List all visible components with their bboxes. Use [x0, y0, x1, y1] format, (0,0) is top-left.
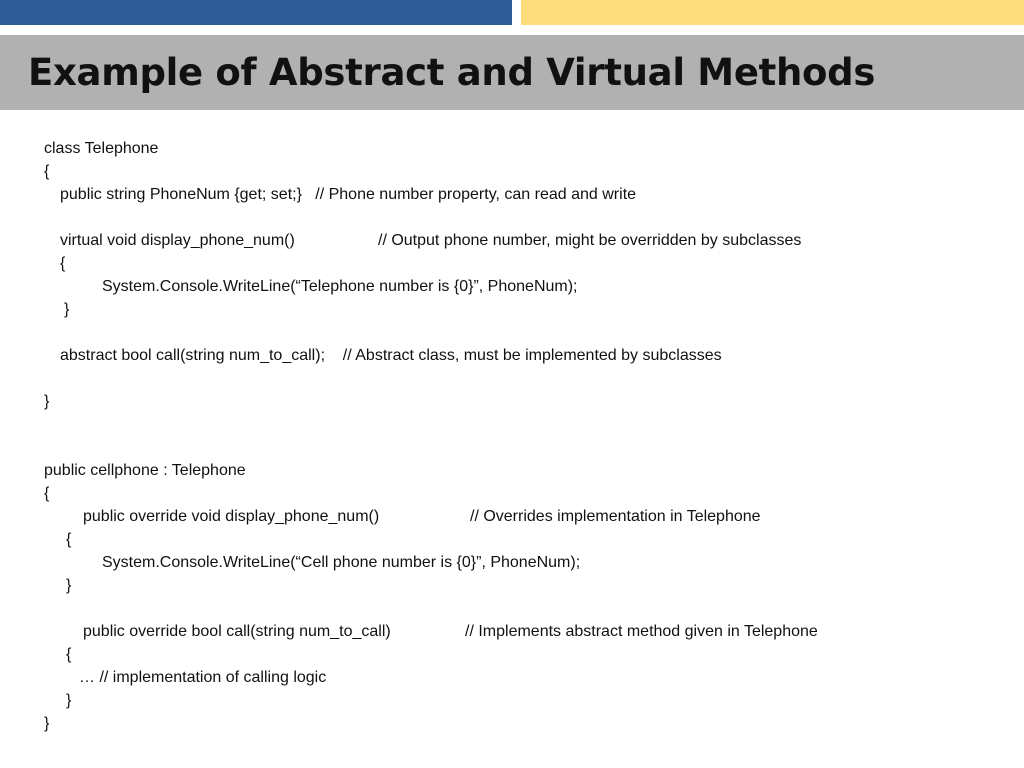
code-line: public override bool call(string num_to_call) [83, 623, 391, 640]
code-line: public cellphone : Telephone [44, 462, 246, 479]
code-line: { [60, 255, 66, 272]
code-comment: // Output phone number, might be overridden by subclasses [378, 232, 802, 249]
top-accent-bar-blue [0, 0, 512, 25]
code-line: { [66, 646, 72, 663]
slide-title: Example of Abstract and Virtual Methods [28, 51, 876, 94]
code-line: } [44, 715, 50, 732]
code-line: abstract bool call(string num_to_call); // Abstract class, must be implemented by subclasses [60, 347, 722, 364]
code-line: … // implementation of calling logic [79, 669, 327, 686]
code-comment: // Overrides implementation in Telephone [470, 508, 761, 525]
top-accent-bar-yellow [521, 0, 1024, 25]
code-line: } [44, 393, 50, 410]
code-line: } [64, 301, 70, 318]
code-line: class Telephone [44, 140, 159, 157]
code-line: public string PhoneNum {get; set;} // Phone number property, can read and write [60, 186, 637, 203]
code-line: virtual void display_phone_num() [60, 232, 295, 249]
code-line: } [66, 692, 72, 709]
code-line: System.Console.WriteLine(“Telephone number is {0}”, PhoneNum); [102, 278, 578, 295]
code-line: { [66, 531, 72, 548]
code-line: { [44, 485, 50, 502]
code-comment: // Implements abstract method given in Telephone [465, 623, 818, 640]
code-line: } [66, 577, 72, 594]
code-line: System.Console.WriteLine(“Cell phone number is {0}”, PhoneNum); [102, 554, 581, 571]
code-line: public override void display_phone_num() [83, 508, 380, 525]
code-line: { [44, 163, 50, 180]
